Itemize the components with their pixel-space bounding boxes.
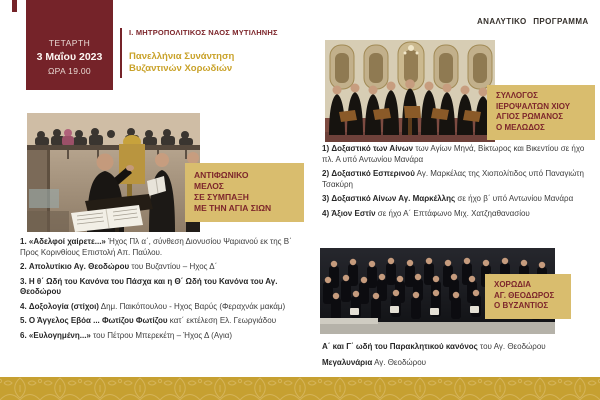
program-item: 1) Δοξαστικό των Αίνων των Αγίων Μηνά, Βίκτωρος και Βικεντίου σε ήχο πλ. Α υπό Αντωνίου Μανάρα [322,144,585,164]
syllogos-label-line: ΣΥΛΛΟΓΟΣ [496,91,538,100]
antiphonic-label-line: ΜΕ ΤΗΝ ΑΓΙΑ ΣΙΩΝ [194,203,272,213]
closing-line: Μεγαλυνάρια Αγ. Θεοδώρου [322,357,427,367]
program-heading: ΑΝΑΛΥΤΙΚΟ ΠΡΟΓΡΑΜΜΑ [477,17,589,26]
syllogos-label-line: ΑΓΙΟΣ ΡΩΜΑΝΟΣ [496,112,564,121]
right-program-list [322,144,590,223]
chios-chanters-photo [325,40,495,142]
chorodia-label-line: ΑΓ. ΘΕΟΔΩΡΟΣ [494,290,555,300]
left-program-list [20,237,308,345]
program-item: 4) Άξιον Εστίν σε ήχο Α΄ Επτάφωνο Μιχ. Χατζηαθανασίου [322,208,530,218]
closing-program-lines [322,342,590,373]
program-item: 2. Απολυτίκιο Αγ. Θεοδώρου του Βυζαντίου – Ηχος Δ΄ [20,262,218,271]
chorodia-label-line: Ο ΒΥΖΑΝΤΙΟΣ [494,301,549,310]
cantor-conducting-photo [27,113,200,232]
corner-mark [12,0,17,12]
program-item: 4. Δοξολογία (στίχοι) Δημ. Παικόπουλου - Ηχος Βαρύς (Φεραχνάκ μακάμ) [20,301,286,311]
event-day: ΤΕΤΑΡΤΗ [48,38,91,48]
syllogos-label-line: ΙΕΡΟΨΑΛΤΩΝ ΧΙΟΥ [496,101,571,111]
program-item: 2) Δοξαστικό Εσπερινού Αγ. Μαρκέλας της Χιοπολίτιδος υπό Παναγιώτη Τσακύρη [322,169,584,189]
program-item: 5. Ο Άγγελος Εβόα ... Φωτίζου Φωτίζου κατ΄ εκτέλεση Ελ. Γεωργιάδου [20,316,277,325]
syllogos-label [487,85,595,140]
antiphonic-label [185,163,304,222]
event-title [129,51,234,74]
program-item: 3) Δοξαστικό Αίνων Αγ. Μαρκέλλης σε ήχο β΄ υπό Αντωνίου Μανάρα [322,194,574,203]
chorodia-label [485,274,571,319]
chorodia-label-line: ΧΟΡΩΔΙΑ [494,280,532,289]
date-box [26,0,113,90]
program-item: 3. Η θ΄ Ωδή του Κανόνα του Πάσχα και η Θ΄ Ωδή του Κανόνα του Αγ. Θεοδώρου [20,276,278,296]
event-date: 3 Μαΐου 2023 [36,51,103,63]
antiphonic-label-line: ΣΕ ΣΥΜΠΑΞΗ [194,192,249,202]
event-title-line1: Πανελλήνια Συνάντηση [129,51,235,62]
closing-line: Α΄ και Γ΄ ωδή του Παρακλητικού κανόνος του Αγ. Θεοδώρου [322,342,546,351]
antiphonic-label-line: ΑΝΤΙΦΩΝΙΚΟ [194,170,249,180]
header-divider [120,28,122,78]
event-time: ΩΡΑ 19.00 [48,66,91,76]
antiphonic-label-line: ΜΕΛΟΣ [194,181,224,191]
program-item: 1. «Αδελφοί χαίρετε...» Ήχος Πλ α΄, σύνθεση Διονυσίου Ψαριανού εκ της Β΄ Προς Κορινθίους Επιστολή Απ. Παύλου. [20,237,292,257]
event-title-line2: Βυζαντινών Χορωδιών [129,62,233,74]
program-item: 6. «Ευλογημένη...» του Πέτρου Μπερεκέτη – Ήχος Δ (Αγια) [20,330,233,340]
syllogos-label-line: Ο ΜΕΛΩΔΟΣ [496,122,545,132]
ornamental-footer-band [0,377,600,400]
venue-name: Ι. ΜΗΤΡΟΠΟΛΙΤΙΚΟΣ ΝΑΟΣ ΜΥΤΙΛΗΝΗΣ [129,28,278,37]
